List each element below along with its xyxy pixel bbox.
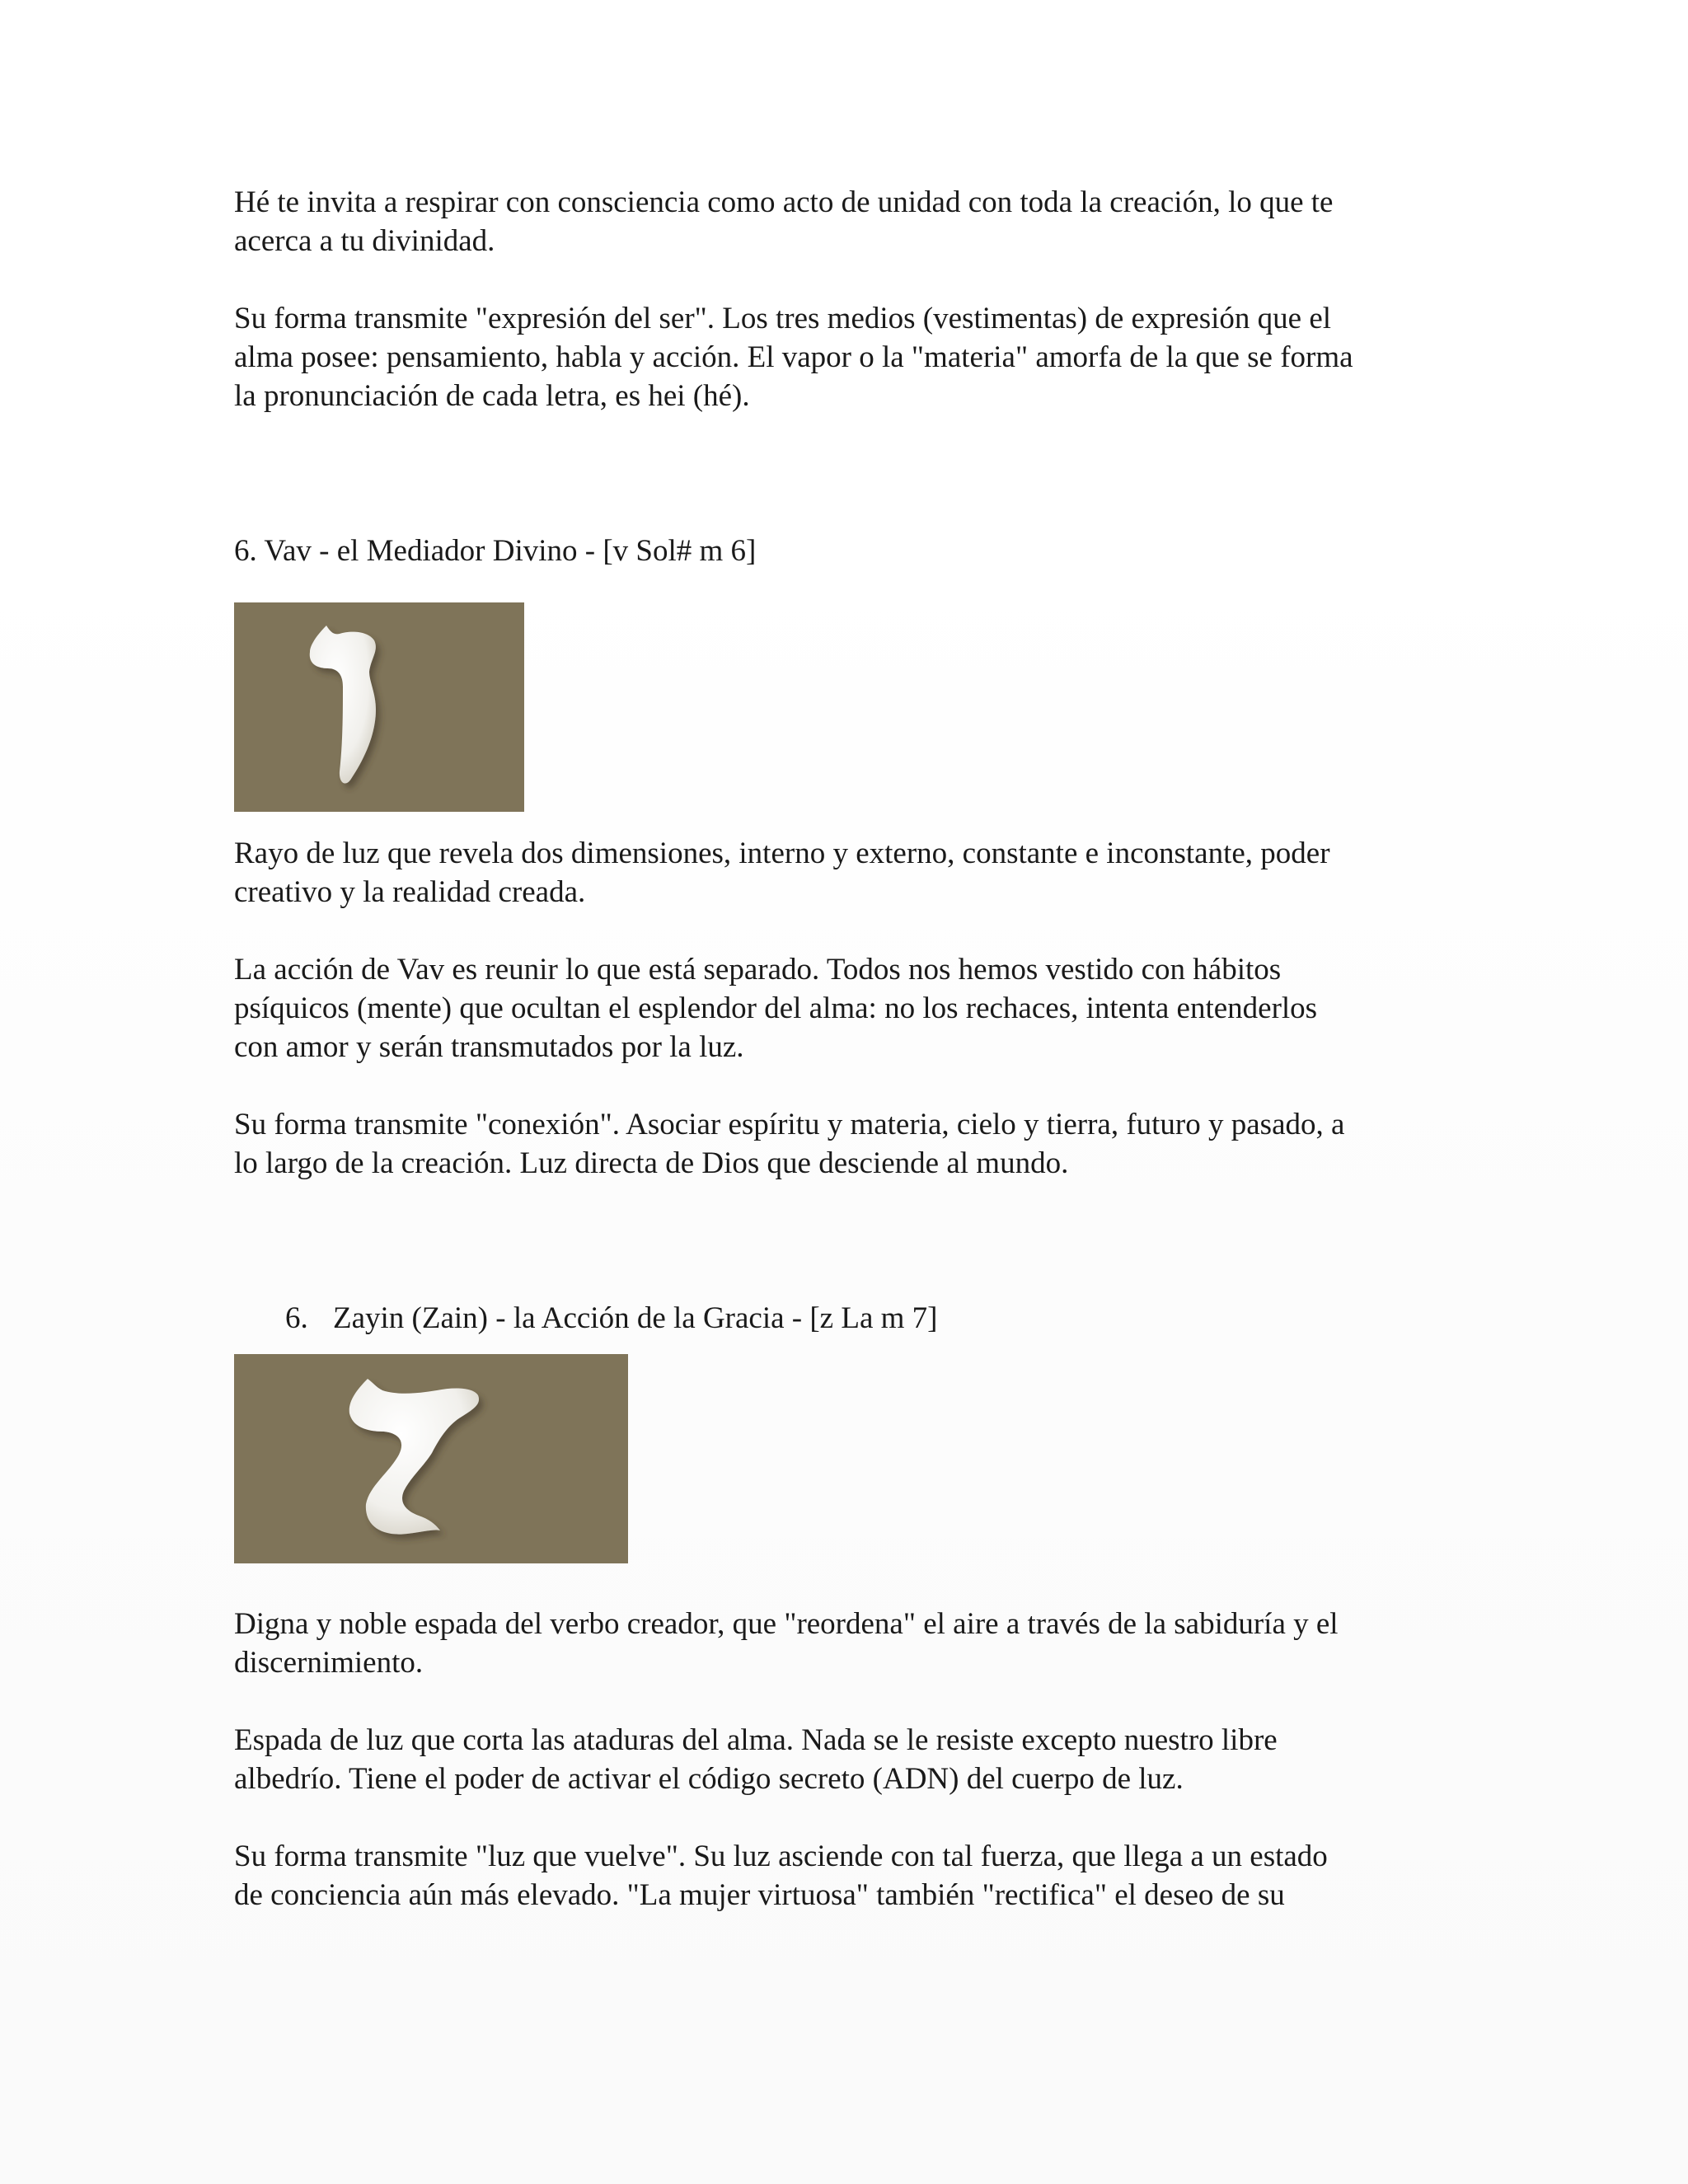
heading-vav: 6. Vav - el Mediador Divino - [v Sol# m 6] xyxy=(234,534,757,568)
paragraph-vav-form: Su forma transmite "conexión". Asociar espíritu y materia, cielo y tierra, futuro y pasado, a lo largo de la creación. Luz directa de Dios que desciende al mundo. xyxy=(234,1108,1345,1180)
heading-zayin-number: 6. xyxy=(285,1301,308,1335)
zayin-letter-image xyxy=(234,1354,628,1563)
hebrew-letter-zayin-icon xyxy=(234,1354,628,1563)
paragraph-zayin-sword: Digna y noble espada del verbo creador, que "reordena" el aire a través de la sabiduría y el discernimiento. xyxy=(234,1607,1339,1680)
paragraph-he-breathing: Hé te invita a respirar con consciencia como acto de unidad con toda la creación, lo que te acerca a tu divinidad. xyxy=(234,185,1334,258)
paragraph-vav-ray: Rayo de luz que revela dos dimensiones, interno y externo, constante e inconstante, poder creativo y la realidad creada. xyxy=(234,837,1330,909)
vav-letter-image xyxy=(234,602,524,812)
paragraph-he-form: Su forma transmite "expresión del ser". Los tres medios (vestimentas) de expresión que el alma posee: pensamiento, habla y acción. El vapor o la "materia" amorfa de la que se forma la pronunciación de cada letra, es hei (hé). xyxy=(234,302,1353,413)
heading-zayin xyxy=(234,1299,1470,1338)
paragraph-zayin-light-sword: Espada de luz que corta las ataduras del alma. Nada se le resiste excepto nuestro libre albedrío. Tiene el poder de activar el código secreto (ADN) del cuerpo de luz. xyxy=(234,1723,1278,1796)
hebrew-letter-vav-icon xyxy=(234,602,524,812)
paragraph-vav-action: La acción de Vav es reunir lo que está separado. Todos nos hemos vestido con hábitos psíquicos (mente) que ocultan el esplendor del alma: no los rechaces, intenta entenderlos con amor y serán transmutados por la luz. xyxy=(234,953,1318,1064)
paragraph-zayin-form: Su forma transmite "luz que vuelve". Su luz asciende con tal fuerza, que llega a un estado de conciencia aún más elevado. "La mujer virtuosa" también "rectifica" el deseo de su xyxy=(234,1840,1328,1912)
heading-zayin-text: Zayin (Zain) - la Acción de la Gracia - [z La m 7] xyxy=(333,1301,938,1335)
page-content xyxy=(234,183,1470,1915)
